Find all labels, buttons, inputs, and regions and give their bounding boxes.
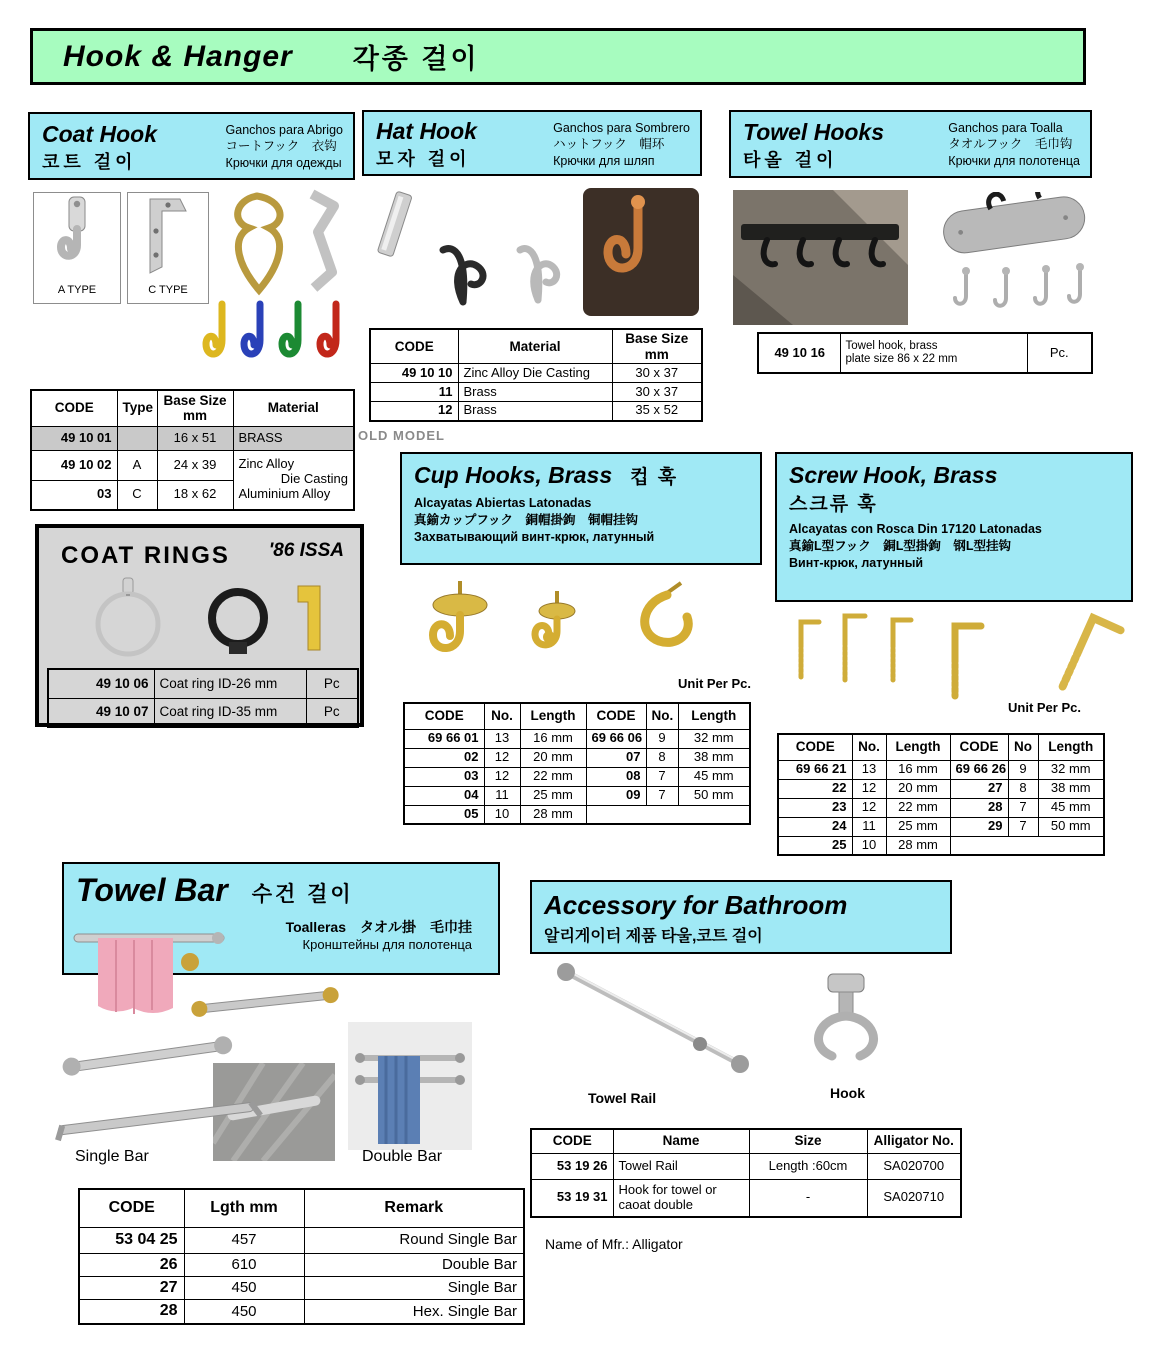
coat-rings-panel (35, 524, 364, 727)
no-cell: 13 (852, 760, 886, 779)
alligator-no-cell: SA020700 (867, 1153, 961, 1179)
code-cell: 53 19 31 (531, 1179, 613, 1217)
length-cell: 38 mm (678, 748, 750, 767)
empty-cell (646, 805, 678, 824)
cup-hooks-row (404, 786, 750, 805)
col-header-code: CODE (950, 734, 1008, 760)
no-cell: 10 (484, 805, 520, 824)
code-cell: 24 (778, 817, 852, 836)
towel-hooks-title-korean: 타올 걸이 (743, 149, 838, 170)
col-header-length: Length (520, 703, 586, 729)
code-cell: 28 (950, 798, 1008, 817)
coat-rings-row (48, 669, 358, 698)
coat-hook-table-header-row (31, 390, 354, 426)
length-cell: 28 mm (886, 836, 950, 855)
page-title-korean: 각종 걸이 (352, 44, 480, 74)
code-cell: 53 19 26 (531, 1153, 613, 1179)
screw-hook-subtitle-spanish: Alcayatas con Rosca Din 17120 Latonadas (789, 522, 1042, 536)
col-header-base-size-line2: mm (644, 346, 669, 362)
unit-cell: Pc (306, 698, 358, 727)
manufacturer-note: Name of Mfr.: Alligator (545, 1236, 683, 1252)
cup-hooks-row (404, 748, 750, 767)
cup-hooks-images (405, 575, 725, 695)
old-model-label: OLD MODEL (358, 428, 445, 443)
unit-cell: Pc (306, 669, 358, 698)
towel-hooks-table (757, 332, 1093, 374)
towel-bar-double-bar-photo (348, 1022, 472, 1150)
code-cell: 04 (404, 786, 484, 805)
towel-bar-table-header-row (79, 1189, 524, 1227)
col-header-remark: Remark (304, 1189, 524, 1227)
towel-hooks-subtitle-spanish: Ganchos para Toalla (948, 121, 1063, 135)
type-cell: C (117, 480, 157, 510)
cup-hooks-section-header (400, 452, 762, 565)
bathroom-hook-image (788, 968, 903, 1078)
towel-bar-title: Towel Bar (76, 872, 228, 908)
towel-hooks-row (758, 333, 1092, 373)
size-cell: 35 x 52 (612, 402, 702, 421)
coat-rings-row (48, 698, 358, 727)
no-cell: 7 (1008, 798, 1038, 817)
size-cell: 18 x 62 (157, 480, 233, 510)
col-header-name: Name (613, 1129, 749, 1153)
hat-hook-section-header (362, 110, 702, 176)
description-line2: plate size 86 x 22 mm (845, 353, 958, 365)
accessory-title-korean: 알리게이터 제품 타울,코트 걸이 (544, 928, 763, 945)
material-line2: Die Casting (280, 471, 348, 487)
description-cell: Coat ring ID-26 mm (154, 669, 306, 698)
description-cell: Coat ring ID-35 mm (154, 698, 306, 727)
remark-cell: Double Bar (304, 1253, 524, 1276)
empty-cell (950, 836, 1008, 855)
length-cell: 32 mm (1038, 760, 1104, 779)
coat-hook-brass-and-steel-image (212, 188, 357, 300)
length-cell: 50 mm (1038, 817, 1104, 836)
code-cell: 53 04 25 (79, 1227, 184, 1253)
length-cell: 16 mm (520, 729, 586, 748)
cup-hooks-row (404, 729, 750, 748)
screw-hook-table (777, 733, 1105, 856)
single-bar-caption: Single Bar (75, 1148, 149, 1165)
length-cell: 457 (184, 1227, 304, 1253)
length-cell: 45 mm (678, 767, 750, 786)
empty-cell (1008, 836, 1038, 855)
hat-hook-table (369, 328, 703, 422)
cup-hooks-row (404, 767, 750, 786)
description-line1: Towel hook, brass (845, 339, 938, 352)
cup-hooks-table-header-row (404, 703, 750, 729)
code-cell: 07 (586, 748, 646, 767)
col-header-base-size-line2: mm (182, 408, 207, 424)
code-cell: 49 10 06 (48, 669, 154, 698)
screw-hook-row (778, 798, 1104, 817)
col-header-length: Length (1038, 734, 1104, 760)
length-cell: 38 mm (1038, 779, 1104, 798)
cup-hooks-row (404, 805, 750, 824)
cup-hooks-subtitle-spanish: Alcayatas Abiertas Latonadas (414, 496, 592, 510)
description-cell (840, 333, 1027, 373)
code-cell: 49 10 16 (758, 333, 840, 373)
accessory-table-header-row (531, 1129, 961, 1153)
towel-bar-chrome-gold-image (185, 980, 345, 1025)
coat-hook-row-a (31, 450, 354, 480)
towel-bar-row (79, 1227, 524, 1253)
length-cell: 25 mm (520, 786, 586, 805)
coat-hook-table (30, 389, 355, 511)
col-header-base-size-line1: Base Size (625, 331, 689, 346)
towel-rail-image (548, 958, 758, 1086)
col-header-no: No. (484, 703, 520, 729)
type-cell: A (117, 450, 157, 480)
towel-rail-caption: Towel Rail (588, 1090, 657, 1106)
length-cell: 45 mm (1038, 798, 1104, 817)
col-header-no: No (1008, 734, 1038, 760)
coat-hook-title: Coat Hook (42, 120, 157, 147)
no-cell: 12 (484, 767, 520, 786)
code-cell: 27 (79, 1276, 184, 1299)
code-cell: 03 (31, 480, 117, 510)
no-cell: 11 (484, 786, 520, 805)
cup-hooks-subtitle-japanese: 真鍮カップフック 銅帽掛鉤 铜帽挂钩 (414, 512, 639, 527)
no-cell: 10 (852, 836, 886, 855)
screw-hook-title-korean: 스크류 훅 (789, 494, 878, 515)
screw-hook-unit-note: Unit Per Pc. (1008, 700, 1081, 715)
remark-cell: Round Single Bar (304, 1227, 524, 1253)
remark-cell: Single Bar (304, 1276, 524, 1299)
screw-hook-row (778, 779, 1104, 798)
col-header-length: Lgth mm (184, 1189, 304, 1227)
no-cell: 12 (852, 798, 886, 817)
towel-bar-subtitle-russian: Кронштейны для полотенца (302, 937, 472, 952)
screw-hook-images (785, 606, 1130, 706)
code-cell: 69 66 01 (404, 729, 484, 748)
col-header-code: CODE (370, 329, 458, 364)
towel-hooks-section-header (729, 110, 1092, 178)
no-cell: 11 (852, 817, 886, 836)
col-header-base-size-line1: Base Size (163, 392, 227, 408)
towel-hooks-subtitle-japanese: タオルフック 毛巾钩 (948, 137, 1073, 152)
material-line3: Aluminium Alloy (238, 486, 331, 502)
accessory-table (530, 1128, 962, 1218)
col-header-length: Length (678, 703, 750, 729)
cup-hooks-title: Cup Hooks, Brass (414, 462, 613, 488)
length-cell: 25 mm (886, 817, 950, 836)
code-cell: 49 10 02 (31, 450, 117, 480)
coat-hook-c-type-image (140, 193, 196, 279)
towel-bar-row (79, 1253, 524, 1276)
no-cell: 7 (1008, 817, 1038, 836)
col-header-size: Size (749, 1129, 867, 1153)
code-cell: 11 (370, 383, 458, 402)
cup-hooks-unit-note: Unit Per Pc. (678, 676, 751, 691)
hat-hook-subtitle-russian: Крючки для шляп (553, 153, 655, 168)
col-header-code: CODE (31, 390, 117, 426)
alligator-no-cell: SA020710 (867, 1179, 961, 1217)
coat-hook-a-type-frame (33, 192, 121, 304)
col-header-length: Length (886, 734, 950, 760)
towel-bar-row (79, 1300, 524, 1324)
col-header-no: No. (646, 703, 678, 729)
coat-rings-images (53, 572, 353, 667)
hat-hook-title: Hat Hook (376, 117, 477, 144)
code-cell: 28 (79, 1300, 184, 1324)
size-cell: 16 x 51 (157, 426, 233, 450)
hat-hook-row (370, 383, 702, 402)
col-header-base-size (612, 329, 702, 364)
towel-hooks-title: Towel Hooks (743, 118, 884, 145)
length-cell: 28 mm (520, 805, 586, 824)
code-cell: 22 (778, 779, 852, 798)
size-cell: Length :60cm (749, 1153, 867, 1179)
code-cell: 26 (79, 1253, 184, 1276)
empty-cell (1038, 836, 1104, 855)
col-header-code: CODE (79, 1189, 184, 1227)
code-cell: 27 (950, 779, 1008, 798)
col-header-code: CODE (404, 703, 484, 729)
code-cell: 25 (778, 836, 852, 855)
size-cell: - (749, 1179, 867, 1217)
coat-hook-subtitle-russian: Крючки для одежды (225, 155, 342, 170)
empty-cell (678, 805, 750, 824)
towel-bar-subtitle-multilang: Toalleras タオル掛 毛巾挂 (285, 919, 472, 935)
coat-hook-a-type-image (47, 193, 107, 279)
hat-hook-title-korean: 모자 걸이 (376, 148, 471, 169)
material-cell: Zinc Alloy Die Casting (458, 364, 612, 383)
material-cell: Brass (458, 402, 612, 421)
no-cell: 7 (646, 786, 678, 805)
length-cell: 22 mm (886, 798, 950, 817)
hat-hook-row (370, 364, 702, 383)
length-cell: 20 mm (520, 748, 586, 767)
hat-hook-subtitle-japanese: ハットフック 帽环 (553, 137, 665, 152)
c-type-label: C TYPE (148, 284, 188, 296)
towel-bar-title-korean: 수건 걸이 (251, 883, 354, 906)
coat-hook-subtitle-spanish: Ganchos para Abrigo (225, 123, 343, 137)
accessory-title: Accessory for Bathroom (544, 890, 848, 920)
screw-hook-row (778, 760, 1104, 779)
code-cell: 03 (404, 767, 484, 786)
material-cell-merged (233, 450, 354, 510)
code-cell: 69 66 26 (950, 760, 1008, 779)
bathroom-hook-caption: Hook (830, 1085, 865, 1101)
length-cell: 610 (184, 1253, 304, 1276)
no-cell: 13 (484, 729, 520, 748)
coat-hook-c-type-frame (127, 192, 209, 304)
page-title: Hook & Hanger (63, 39, 293, 73)
col-header-alligator-no: Alligator No. (867, 1129, 961, 1153)
coat-hook-section-header (28, 112, 355, 180)
no-cell: 12 (852, 779, 886, 798)
name-cell: Towel Rail (613, 1153, 749, 1179)
no-cell: 12 (484, 748, 520, 767)
code-cell: 69 66 06 (586, 729, 646, 748)
length-cell: 16 mm (886, 760, 950, 779)
size-cell: 30 x 37 (612, 383, 702, 402)
col-header-code: CODE (586, 703, 646, 729)
unit-cell: Pc. (1027, 333, 1092, 373)
screw-hook-section-header (775, 452, 1133, 602)
screw-hook-row (778, 817, 1104, 836)
screw-hook-table-header-row (778, 734, 1104, 760)
size-cell: 24 x 39 (157, 450, 233, 480)
col-header-material: Material (233, 390, 354, 426)
length-cell: 20 mm (886, 779, 950, 798)
length-cell: 32 mm (678, 729, 750, 748)
a-type-label: A TYPE (57, 284, 97, 296)
towel-bar-long-chrome-image (50, 1088, 265, 1148)
code-cell: 12 (370, 402, 458, 421)
hat-hook-images (368, 182, 703, 322)
screw-hook-subtitle-russian: Винт-крюк, латунный (789, 555, 924, 570)
col-header-material: Material (458, 329, 612, 364)
coat-hook-colored-image (200, 298, 360, 378)
remark-cell: Hex. Single Bar (304, 1300, 524, 1324)
screw-hook-subtitle-japanese: 真鍮L型フック 銅L型掛鉤 钢L型挂钩 (789, 538, 1012, 553)
name-cell: Hook for towel or caoat double (613, 1179, 749, 1217)
code-cell: 09 (586, 786, 646, 805)
cup-hooks-table (403, 702, 751, 825)
code-cell: 69 66 21 (778, 760, 852, 779)
code-cell: 49 10 10 (370, 364, 458, 383)
length-cell: 22 mm (520, 767, 586, 786)
accessory-row (531, 1153, 961, 1179)
material-cell: Brass (458, 383, 612, 402)
col-header-type: Type (117, 390, 157, 426)
issa-label: '86 ISSA (268, 540, 344, 561)
no-cell: 9 (1008, 760, 1038, 779)
coat-hook-title-korean: 코트 걸이 (42, 151, 137, 172)
material-line1: Zinc Alloy (238, 456, 295, 472)
towel-bar-table (78, 1188, 525, 1325)
coat-hook-row-old-model (31, 426, 354, 450)
no-cell: 7 (646, 767, 678, 786)
col-header-code: CODE (531, 1129, 613, 1153)
coat-rings-table (47, 668, 359, 728)
no-cell: 8 (646, 748, 678, 767)
code-cell: 05 (404, 805, 484, 824)
material-cell: BRASS (233, 426, 354, 450)
accessory-section-header (530, 880, 952, 954)
length-cell: 450 (184, 1276, 304, 1299)
col-header-base-size (157, 390, 233, 426)
code-cell: 49 10 07 (48, 698, 154, 727)
no-cell: 8 (1008, 779, 1038, 798)
towel-hooks-subtitle-russian: Крючки для полотенца (948, 153, 1080, 168)
col-header-code: CODE (778, 734, 852, 760)
double-bar-caption: Double Bar (362, 1148, 443, 1165)
hat-hook-table-header-row (370, 329, 702, 364)
cup-hooks-subtitle-russian: Захватывающий винт-крюк, латунный (414, 529, 655, 544)
length-cell: 50 mm (678, 786, 750, 805)
screw-hook-row (778, 836, 1104, 855)
hat-hook-subtitle-spanish: Ganchos para Sombrero (553, 121, 690, 135)
coat-hook-subtitle-japanese: コートフック 衣钩 (225, 139, 337, 154)
type-cell (117, 426, 157, 450)
size-cell: 30 x 37 (612, 364, 702, 383)
screw-hook-title: Screw Hook, Brass (789, 462, 998, 488)
cup-hooks-title-korean: 컵 훅 (630, 467, 679, 488)
no-cell: 9 (646, 729, 678, 748)
page-header (30, 28, 1086, 85)
towel-bar-row (79, 1276, 524, 1299)
towel-hook-plate-image (938, 192, 1093, 327)
coat-rings-title: COAT RINGS (61, 542, 230, 569)
code-cell: 02 (404, 748, 484, 767)
col-header-no: No. (852, 734, 886, 760)
code-cell: 08 (586, 767, 646, 786)
length-cell: 450 (184, 1300, 304, 1324)
hat-hook-row (370, 402, 702, 421)
accessory-row (531, 1179, 961, 1217)
code-cell: 23 (778, 798, 852, 817)
empty-cell (586, 805, 646, 824)
code-cell: 29 (950, 817, 1008, 836)
towel-hook-rack-photo (733, 190, 908, 325)
code-cell: 49 10 01 (31, 426, 117, 450)
